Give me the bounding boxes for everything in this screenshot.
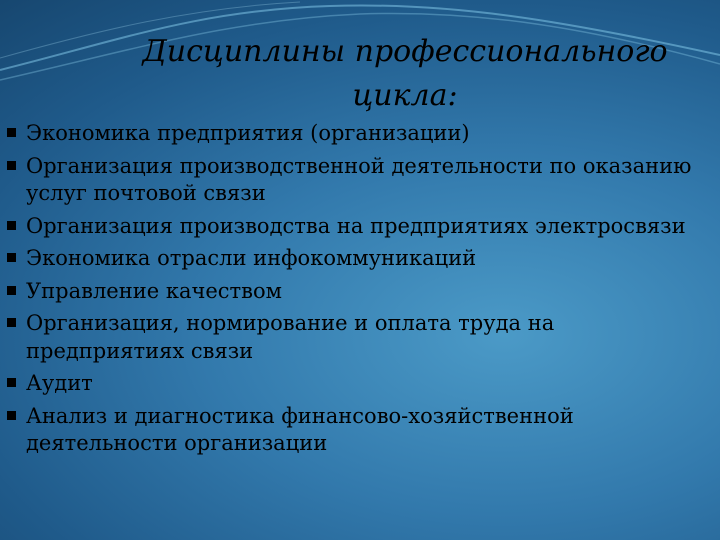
list-item-text: Аудит <box>26 371 93 395</box>
slide-title-line-1: Дисциплины профессионального <box>142 34 668 69</box>
list-item <box>6 278 714 306</box>
list-item-text: Экономика отрасли инфокоммуникаций <box>26 246 477 270</box>
square-bullet-icon <box>7 318 16 327</box>
list-item <box>6 403 714 458</box>
square-bullet-icon <box>7 128 16 137</box>
list-item <box>6 213 714 241</box>
list-item-text: Экономика предприятия (организации) <box>26 121 470 145</box>
list-item-text: Управление качеством <box>26 278 282 303</box>
list-item-text: Организация, нормирование и оплата труда на предприятиях связи <box>26 311 555 363</box>
square-bullet-icon <box>7 161 16 170</box>
list-item-text: Организация производственной деятельности по оказанию услуг почтовой связи <box>26 153 692 205</box>
list-item-text: Организация производства на предприятиях электросвязи <box>26 213 686 238</box>
square-bullet-icon <box>7 221 16 230</box>
square-bullet-icon <box>7 253 16 262</box>
list-item <box>6 310 714 365</box>
list-item <box>6 245 714 273</box>
square-bullet-icon <box>7 286 16 295</box>
list-item-text: Анализ и диагностика финансово-хозяйственной деятельности организации <box>26 403 574 455</box>
list-item <box>6 120 714 148</box>
slide-title-line-2: цикла: <box>352 78 458 113</box>
list-item <box>6 370 714 398</box>
square-bullet-icon <box>7 411 16 420</box>
discipline-list <box>6 120 714 463</box>
slide-title <box>120 30 690 118</box>
square-bullet-icon <box>7 378 16 387</box>
list-item <box>6 153 714 208</box>
